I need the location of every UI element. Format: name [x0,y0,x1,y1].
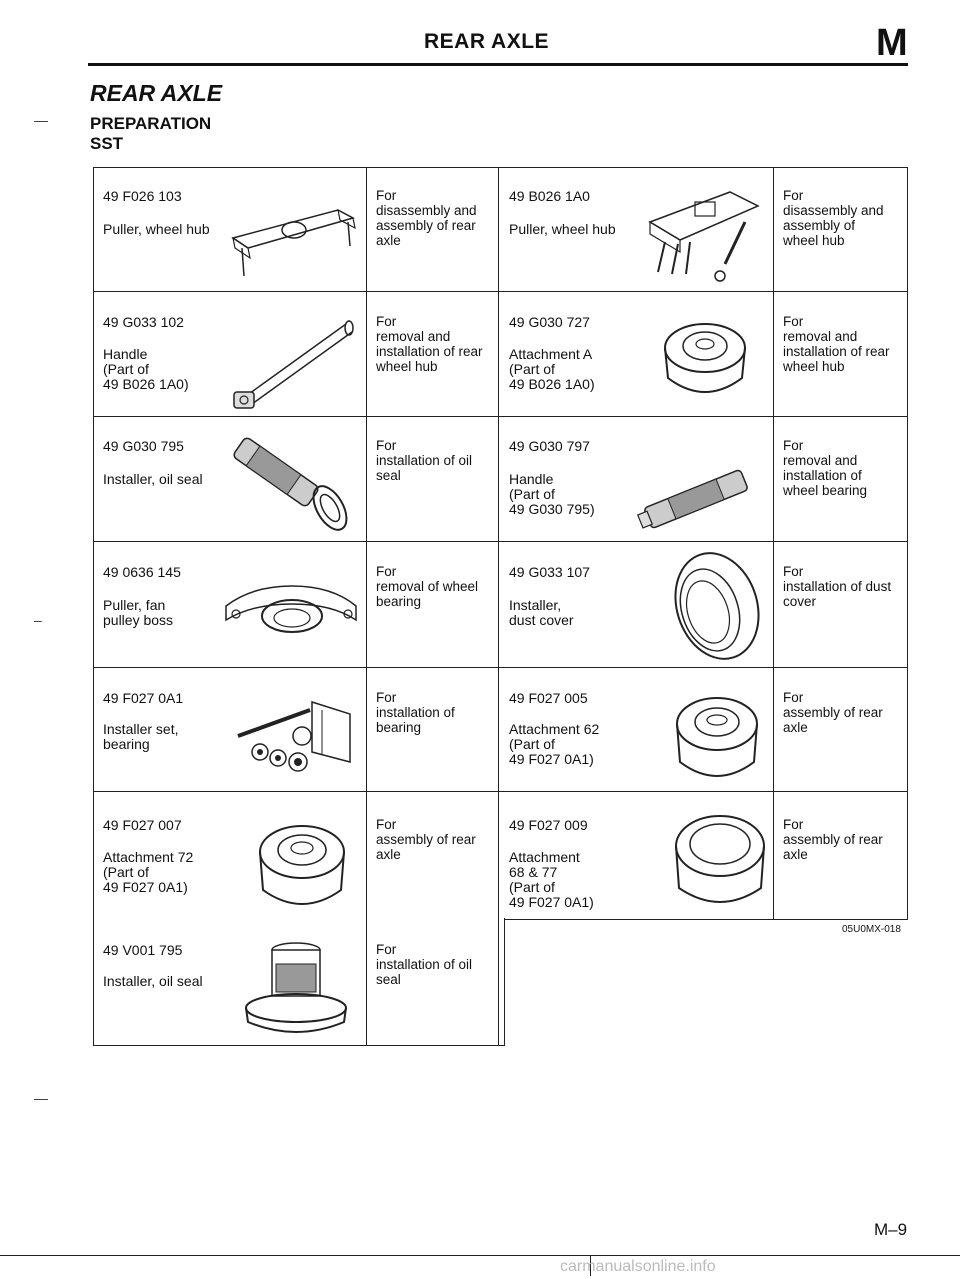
sst-table [93,167,908,920]
tool-usage: For removal and installation of wheel bearing [783,438,868,498]
tool-name: Puller, wheel hub [103,221,210,237]
column-divider [773,167,774,919]
tool-part-number: 49 G033 107 [509,564,590,580]
margin-mark: – [34,612,42,628]
subsection-sst: SST [90,134,124,153]
tool-part-number: 49 G030 795 [103,438,184,454]
tool-name: Handle (Part of 49 B026 1A0) [103,346,189,392]
tool-usage: For assembly of rear axle [783,817,883,862]
tool-part-number: 49 F026 103 [103,188,182,204]
tool-usage: For removal and installation of rear wheel hub [783,314,890,374]
tool-name: Attachment 72 (Part of 49 F027 0A1) [103,849,194,895]
tool-usage: For removal of wheel bearing [376,564,479,609]
tool-part-number: 49 F027 0A1 [103,690,184,706]
column-divider [498,167,499,1045]
subsection-preparation: PREPARATION [90,114,212,133]
attachment-cup-icon [672,694,762,786]
tool-name: Handle (Part of 49 G030 795) [509,471,595,517]
tool-usage: For assembly of rear axle [783,690,883,735]
tool-name: Puller, fan pulley boss [103,597,174,628]
attachment-cup-icon [254,822,350,914]
seal-installer-icon [242,940,350,1040]
tool-part-number: 49 G030 727 [509,314,590,330]
column-divider [366,167,367,1045]
page-number: M–9 [874,1220,908,1239]
tool-usage: For installation of oil seal [376,438,473,483]
tool-name: Attachment 68 & 77 (Part of 49 F027 0A1) [509,849,594,910]
tool-usage: For disassembly and assembly of wheel hub [783,188,884,248]
tool-part-number: 49 G030 797 [509,438,590,454]
tool-name: Attachment 62 (Part of 49 F027 0A1) [509,721,600,767]
tool-name: Puller, wheel hub [509,221,616,237]
figure-code: 05U0MX-018 [842,924,901,935]
tool-part-number: 49 B026 1A0 [509,188,590,204]
tool-part-number: 49 F027 005 [509,690,588,706]
fan-puller-icon [222,580,360,652]
row-divider [93,791,908,792]
tool-part-number: 49 F027 007 [103,817,182,833]
tool-usage: For disassembly and assembly of rear axle [376,188,477,248]
tool-name: Installer, oil seal [103,471,203,487]
puller-bar-icon [228,200,358,280]
header-section-letter: M [876,22,908,64]
tool-part-number: 49 0636 145 [103,564,181,580]
handle-rod-icon [228,304,360,410]
footer-rule [0,1255,960,1256]
tool-usage: For removal and installation of rear wheel hub [376,314,483,374]
header-rule [88,63,908,66]
row-divider [93,541,908,542]
tool-usage: For installation of bearing [376,690,455,735]
margin-mark: — [34,1090,48,1106]
row-divider [93,291,908,292]
knurled-handle-icon [634,466,758,532]
tool-name: Installer set, bearing [103,721,179,752]
section-title: REAR AXLE [90,80,223,106]
tool-usage: For installation of dust cover [783,564,892,609]
margin-mark: — [34,112,48,128]
tool-usage: For installation of oil seal [376,942,473,987]
tool-part-number: 49 G033 102 [103,314,184,330]
tool-usage: For assembly of rear axle [376,817,476,862]
tool-part-number: 49 F027 009 [509,817,588,833]
row-divider [93,667,908,668]
knurled-installer-icon [226,432,362,538]
attachment-ring-icon [672,812,768,914]
header-title: REAR AXLE [424,30,550,53]
installer-set-icon [232,688,360,778]
dust-cover-ring-icon [664,548,770,664]
row-divider [93,416,908,417]
tool-name: Installer, dust cover [509,597,574,628]
watermark: carmanualsonline.info [560,1258,716,1275]
tool-part-number: 49 V001 795 [103,942,183,958]
attachment-cup-icon [662,320,748,400]
tool-name: Attachment A (Part of 49 B026 1A0) [509,346,595,392]
puller-frame-icon [640,182,770,284]
tool-name: Installer, oil seal [103,973,203,989]
